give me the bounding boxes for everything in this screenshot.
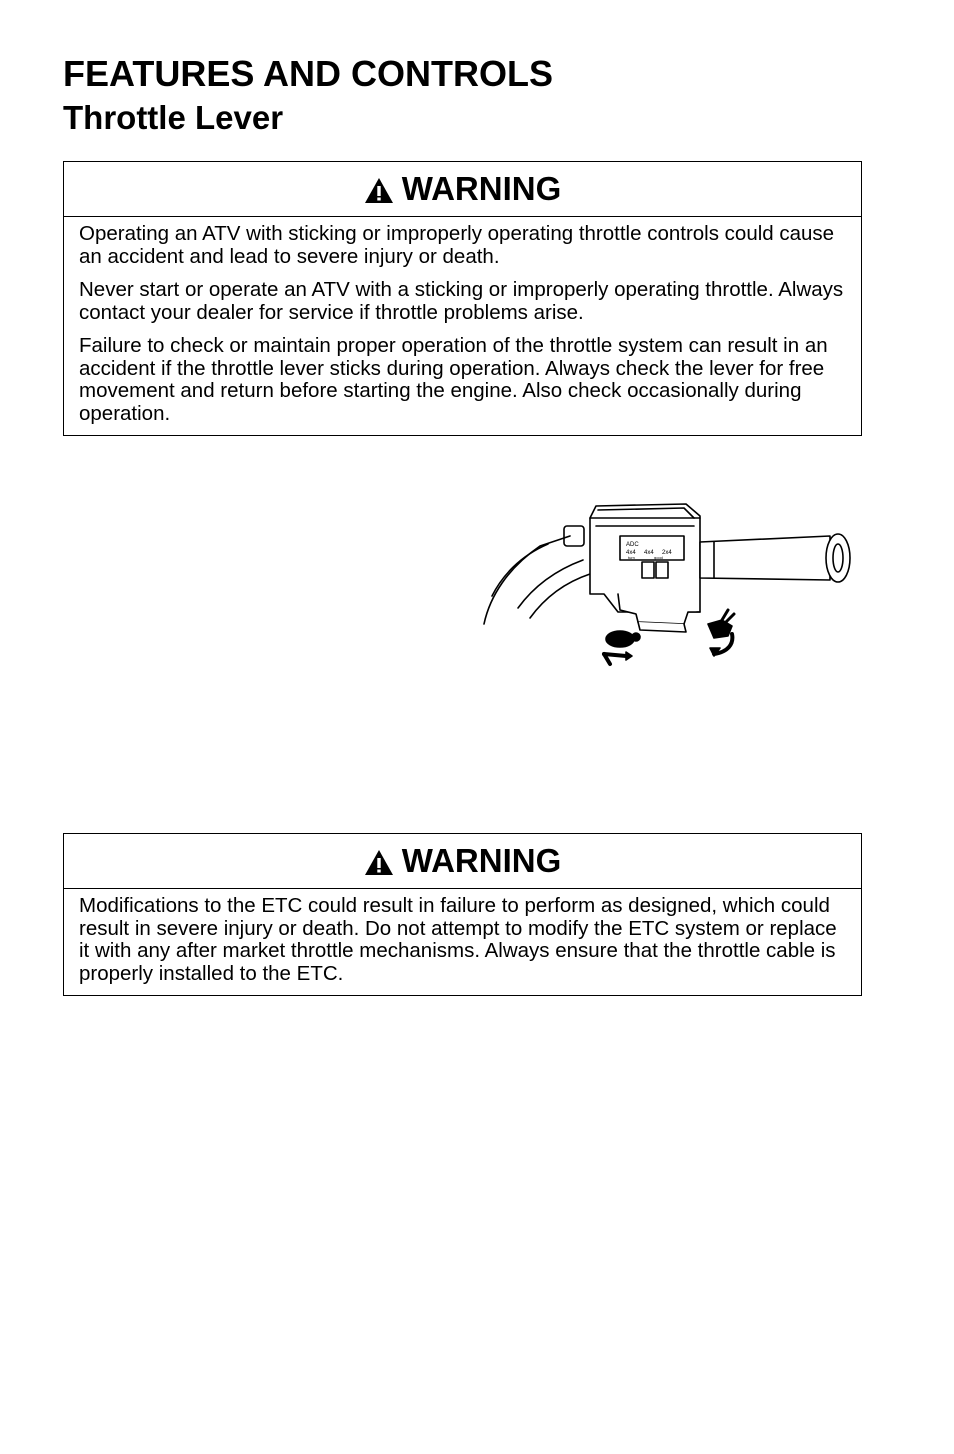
- warning-triangle-icon: [364, 849, 394, 876]
- warning-body: [64, 889, 861, 995]
- switch-sublabel: turn: [628, 555, 635, 560]
- switch-label: 4x4: [644, 550, 654, 556]
- turtle-slow-icon: [604, 631, 640, 664]
- warning-paragraph: Operating an ATV with sticking or improperly operating throttle controls could cause an accident and lead to severe injury or death.: [79, 222, 835, 268]
- switch-label: 2x4: [662, 550, 672, 556]
- switch-label: 4x4: [626, 550, 636, 556]
- section-title: FEATURES AND CONTROLS: [63, 53, 553, 94]
- rabbit-fast-icon: [708, 610, 734, 656]
- warning-heading: WARNING: [401, 842, 562, 879]
- warning-heading: WARNING: [401, 170, 562, 207]
- subsection-title: Throttle Lever: [63, 99, 284, 136]
- warning-box-etc: [63, 833, 862, 996]
- warning-paragraph: Failure to check or maintain proper operation of the throttle system can result in an accident if the throttle lever sticks during operation. Always check the lever for free movement and return before starting the engine. Also check occasionally during operation.: [79, 334, 828, 425]
- switch-label: ADC: [626, 542, 639, 548]
- warning-box-throttle: [63, 161, 862, 436]
- switch-sublabel: good: [654, 555, 663, 560]
- warning-body: [64, 217, 861, 435]
- warning-triangle-icon: [364, 177, 394, 204]
- throttle-lever-illustration: [478, 496, 858, 672]
- warning-header: [64, 834, 861, 889]
- warning-paragraph: Modifications to the ETC could result in failure to perform as designed, which could result in severe injury or death. Do not attempt to modify the ETC system or replace it with any after market throttle mechanisms. Always ensure that the throttle cable is properly installed to the ETC.: [79, 894, 837, 985]
- warning-header: [64, 162, 861, 217]
- warning-paragraph: Never start or operate an ATV with a sticking or improperly operating throttle. Always contact your dealer for service if throttle problems arise.: [79, 278, 844, 324]
